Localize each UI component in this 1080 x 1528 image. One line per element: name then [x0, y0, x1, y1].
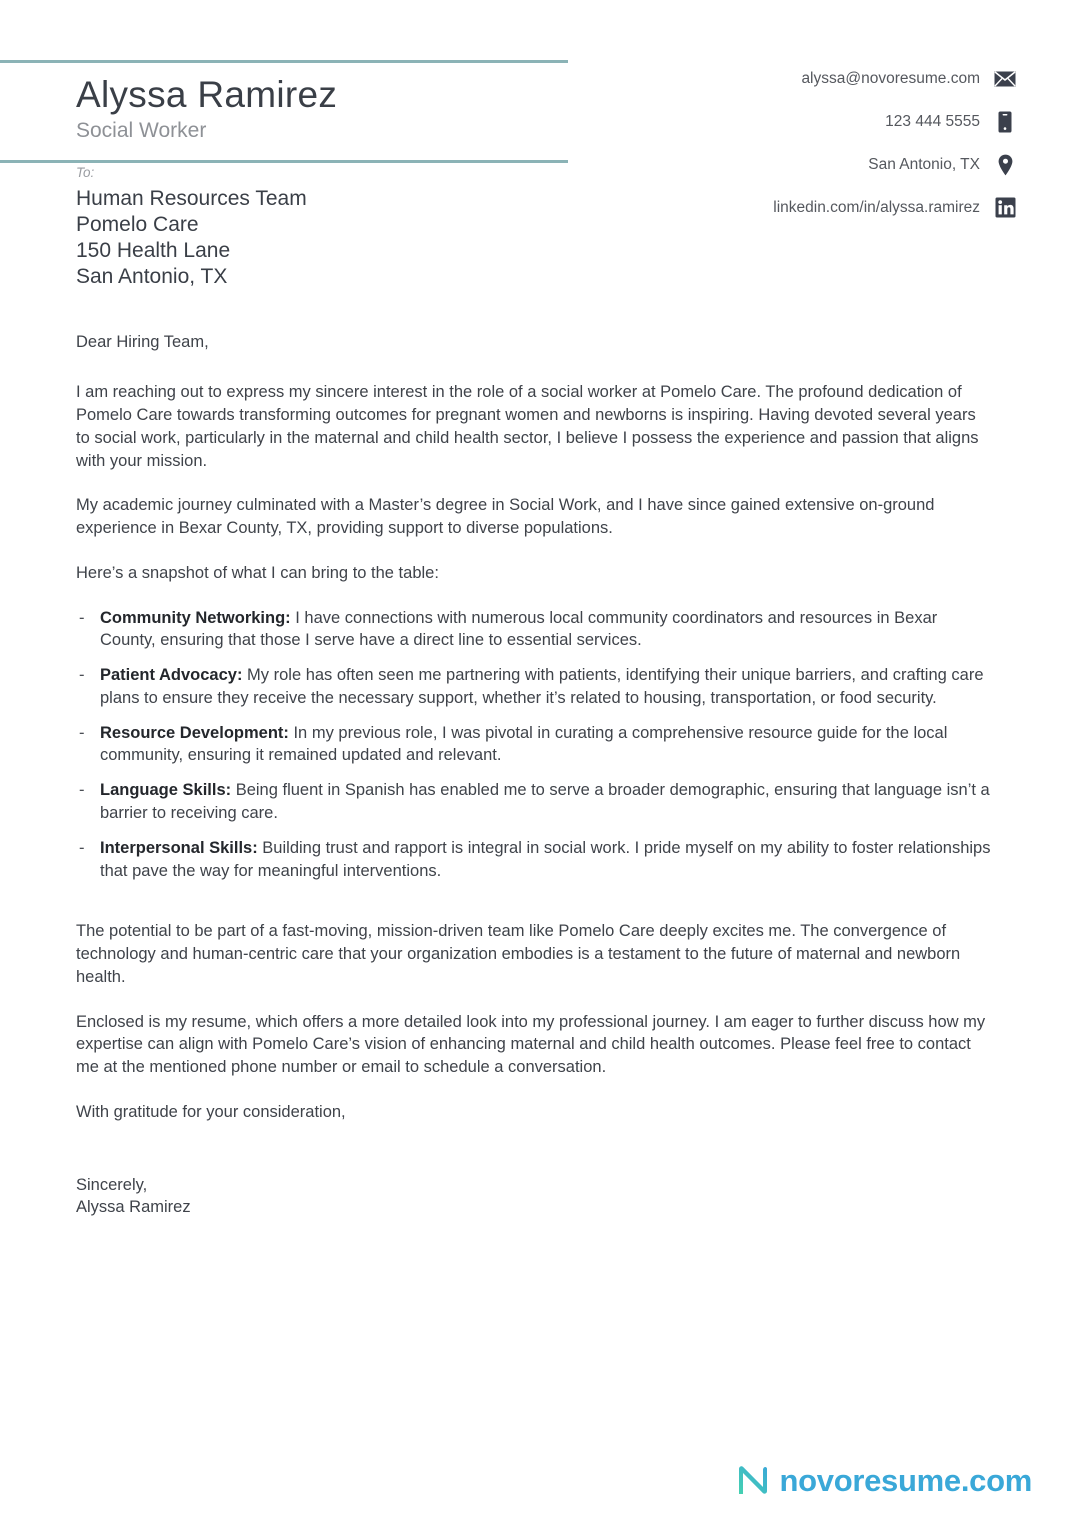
paragraph-motivation: The potential to be part of a fast-moving, mission-driven team like Pomelo Care deeply excites me. The convergence of technology and human-centric care that your organization embodies is a testament to the future of maternal and newborn health. [76, 922, 961, 986]
letter-body [76, 331, 992, 1219]
bullet-text: Being fluent in Spanish has enabled me to serve a broader demographic, ensuring that language isn’t a barrier to receiving care. [100, 781, 990, 822]
header-rule-bottom [0, 160, 568, 163]
list-item [76, 607, 992, 653]
phone-icon [994, 111, 1016, 133]
bullet-marker-icon: - [79, 723, 85, 742]
envelope-icon [994, 68, 1016, 90]
paragraph-gratitude: With gratitude for your consideration, [76, 1102, 346, 1121]
bullet-title: Interpersonal Skills: [100, 838, 258, 857]
contact-email-text: alyssa@novoresume.com [801, 69, 980, 87]
novoresume-logo[interactable] [735, 1462, 1033, 1498]
candidate-job-title: Social Worker [76, 119, 207, 143]
signature-block [76, 1174, 992, 1220]
recipient-line-city: San Antonio, TX [76, 265, 228, 289]
signature-sincerely: Sincerely, [76, 1175, 148, 1194]
linkedin-icon [994, 197, 1016, 219]
paragraph-education: My academic journey culminated with a Master’s degree in Social Work, and I have since gained extensive on-ground experience in Bexar County, TX, providing support to diverse populations. [76, 496, 935, 538]
bullet-marker-icon: - [79, 838, 85, 857]
header-rule-top [0, 60, 568, 63]
contact-linkedin-text: linkedin.com/in/alyssa.ramirez [773, 198, 980, 216]
recipient-line-company: Pomelo Care [76, 213, 199, 237]
bullet-text: Building trust and rapport is integral in social work. I pride myself on my ability to foster relationships that pave the way for meaningful interventions. [100, 838, 991, 880]
bullet-title: Patient Advocacy: [100, 666, 243, 685]
contact-item-email[interactable] [596, 64, 1016, 93]
recipient-line-company-contact: Human Resources Team [76, 187, 307, 211]
contact-phone-text: 123 444 5555 [885, 112, 980, 130]
contact-item-phone[interactable] [596, 107, 1016, 136]
bullet-text: I have connections with numerous local community coordinators and resources in Bexar County, ensuring that those I serve have a direct line to essential services. [100, 608, 938, 650]
list-item [76, 722, 992, 768]
bullet-title: Resource Development: [100, 723, 289, 742]
recipient-label: To: [76, 165, 95, 180]
salutation: Dear Hiring Team, [76, 333, 209, 351]
novoresume-wordmark: novoresume.com [779, 1462, 1032, 1498]
recipient-block [76, 165, 307, 290]
list-item [76, 779, 992, 825]
recipient-line-street: 150 Health Lane [76, 239, 231, 263]
location-pin-icon [994, 154, 1016, 176]
candidate-name: Alyssa Ramirez [76, 74, 338, 115]
bullet-title: Community Networking: [100, 608, 291, 627]
signature-name: Alyssa Ramirez [76, 1198, 191, 1217]
bullet-marker-icon: - [79, 781, 85, 800]
skills-bullet-list [76, 607, 992, 883]
paragraph-intro: I am reaching out to express my sincere interest in the role of a social worker at Pomelo Care. The profound dedication of Pomelo Care towards transforming outcomes for pregnant women and newborns is inspiring. Having devoted several years to social work, particularly in the maternal and child health sector, I believe I possess the experience and passion that aligns with your mission. [76, 383, 979, 470]
bullet-marker-icon: - [79, 666, 85, 685]
bullet-marker-icon: - [79, 608, 85, 627]
contact-item-location[interactable] [596, 150, 1016, 179]
paragraph-snapshot-lead: Here’s a snapshot of what I can bring to the table: [76, 563, 439, 582]
bullet-text: In my previous role, I was pivotal in curating a comprehensive resource guide for the local community, ensuring it remained updated and relevant. [100, 723, 948, 765]
bullet-title: Language Skills: [100, 781, 232, 800]
novoresume-mark-icon [735, 1462, 771, 1498]
identity-block [76, 74, 337, 144]
list-item [76, 664, 992, 710]
list-item [76, 837, 992, 883]
contact-item-linkedin[interactable] [596, 193, 1016, 222]
paragraph-resume-enclosed: Enclosed is my resume, which offers a more detailed look into my professional journey. I am eager to further discuss how my expertise can align with Pomelo Care’s vision of enhancing maternal and child health outcomes. Please feel free to contact me at the mentioned phone number or email to schedule a conversation. [76, 1012, 986, 1077]
contact-list [596, 64, 1016, 236]
contact-location-text: San Antonio, TX [868, 155, 980, 173]
bullet-text: My role has often seen me partnering with patients, identifying their unique barriers, and crafting care plans to ensure they receive the necessary support, whether it’s related to housing, transportation, or food security. [100, 666, 984, 707]
section-spacer [76, 904, 992, 920]
